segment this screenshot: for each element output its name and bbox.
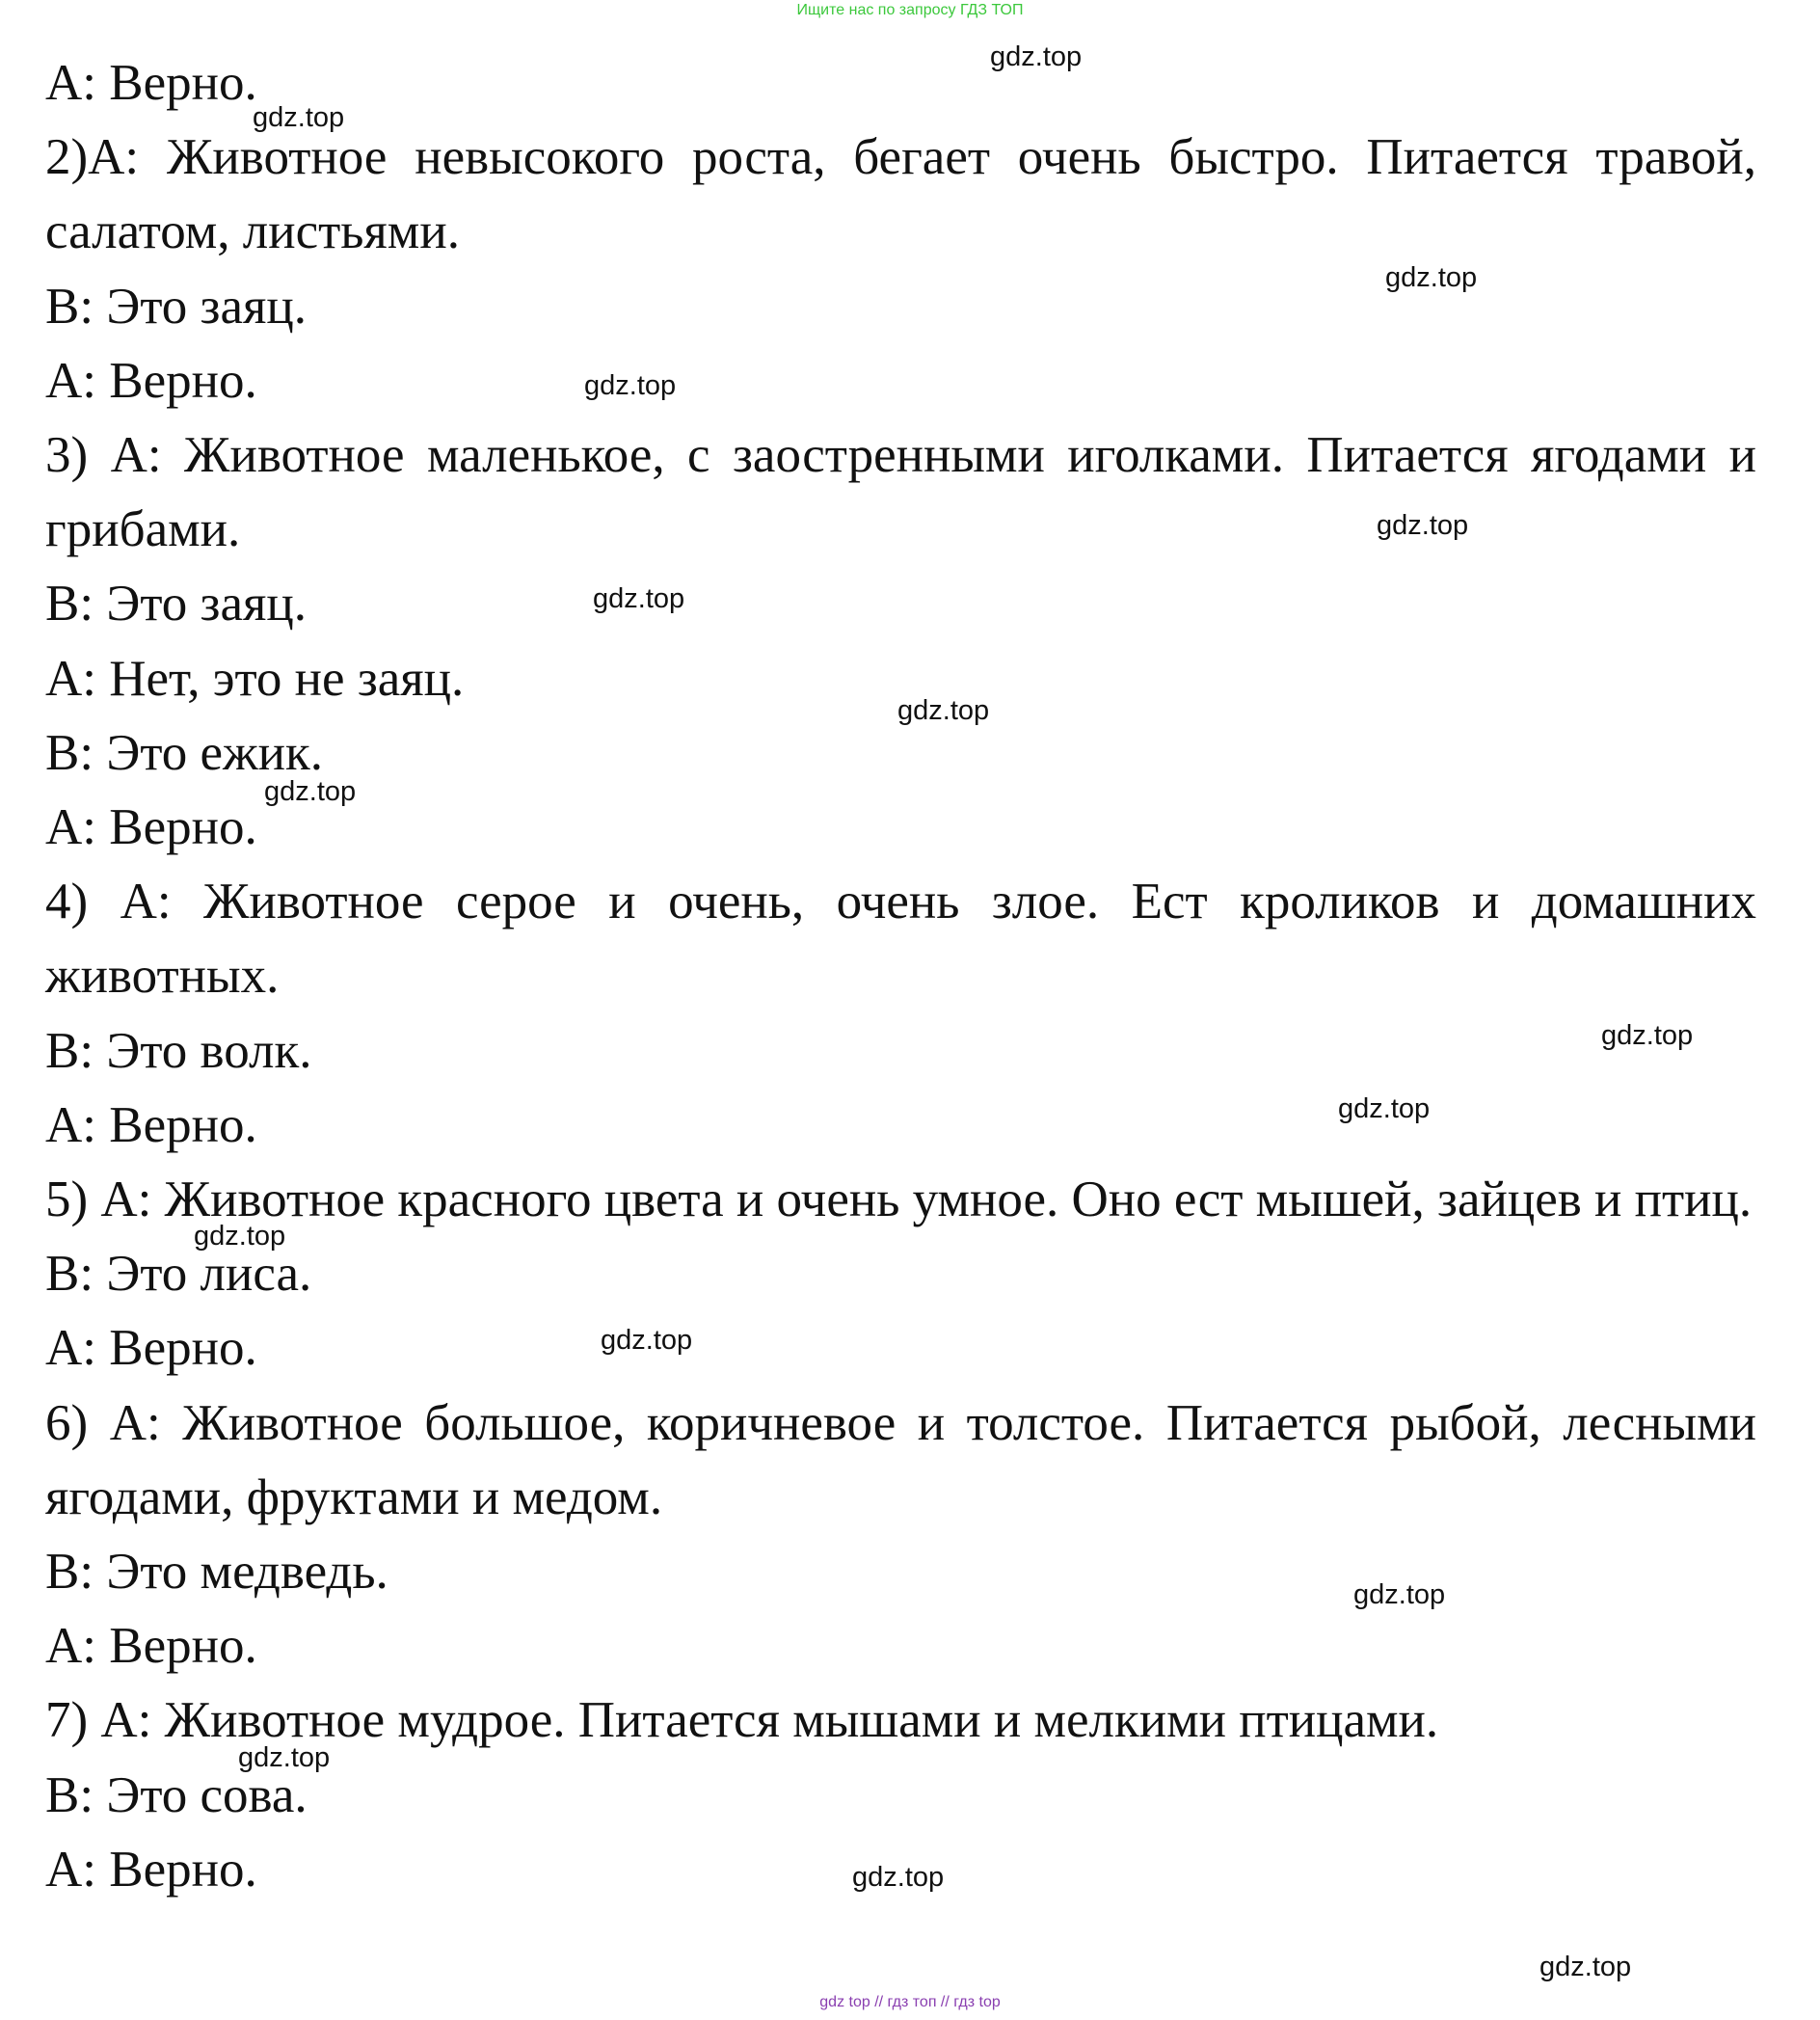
dialogue-line: В: Это волк. <box>45 1022 312 1079</box>
watermark: gdz.top <box>264 776 357 807</box>
dialogue-line: В: Это лиса. <box>45 1246 312 1303</box>
watermark: gdz.top <box>1385 262 1478 293</box>
top-banner: Ищите нас по запросу ГДЗ ТОП <box>796 2 1024 18</box>
dialogue-line: 3) А: Животное маленькое, с заостренными иголками. Питается ягодами и грибами. <box>45 427 1756 558</box>
watermark: gdz.top <box>990 41 1083 72</box>
dialogue-line: А: Нет, это не заяц. <box>45 650 465 707</box>
bottom-banner: gdz top // гдз топ // гдз top <box>819 1994 1001 2010</box>
dialogue-line: 5) А: Животное красного цвета и очень умное. Оно ест мышей, зайцев и птиц. <box>45 1172 1753 1228</box>
watermark: gdz.top <box>852 1862 945 1893</box>
dialogue-line: В: Это ежик. <box>45 724 324 781</box>
dialogue-line: А: Верно. <box>45 55 257 111</box>
document-body <box>45 46 1756 1907</box>
dialogue-line: А: Верно. <box>45 1618 257 1675</box>
watermark: gdz.top <box>238 1742 331 1773</box>
dialogue-line: А: Верно. <box>45 1096 257 1153</box>
dialogue-line: 2)А: Животное невысокого роста, бегает очень быстро. Питается травой, салатом, листьями. <box>45 129 1756 260</box>
watermark: gdz.top <box>584 370 677 401</box>
dialogue-line: А: Верно. <box>45 352 257 409</box>
watermark: gdz.top <box>1601 1020 1694 1051</box>
watermark: gdz.top <box>1353 1579 1446 1610</box>
watermark: gdz.top <box>1539 1952 1632 1982</box>
dialogue-line: В: Это медведь. <box>45 1544 388 1601</box>
dialogue-line: А: Верно. <box>45 1841 257 1898</box>
dialogue-line: А: Верно. <box>45 1320 257 1377</box>
dialogue-line: В: Это заяц. <box>45 278 307 335</box>
dialogue-line: 6) А: Животное большое, коричневое и толстое. Питается рыбой, лесными ягодами, фруктами и медом. <box>45 1394 1756 1525</box>
watermark: gdz.top <box>601 1325 693 1356</box>
watermark: gdz.top <box>897 695 990 726</box>
dialogue-line: В: Это сова. <box>45 1766 308 1823</box>
watermark: gdz.top <box>253 102 345 133</box>
dialogue-line: А: Верно. <box>45 799 257 856</box>
watermark: gdz.top <box>1338 1093 1431 1124</box>
watermark: gdz.top <box>194 1221 286 1252</box>
watermark: gdz.top <box>593 583 685 614</box>
dialogue-line: 7) А: Животное мудрое. Питается мышами и мелкими птицами. <box>45 1692 1439 1749</box>
dialogue-line: 4) А: Животное серое и очень, очень злое. Ест кроликов и домашних животных. <box>45 874 1756 1005</box>
watermark: gdz.top <box>1377 510 1469 541</box>
dialogue-line: В: Это заяц. <box>45 576 307 633</box>
